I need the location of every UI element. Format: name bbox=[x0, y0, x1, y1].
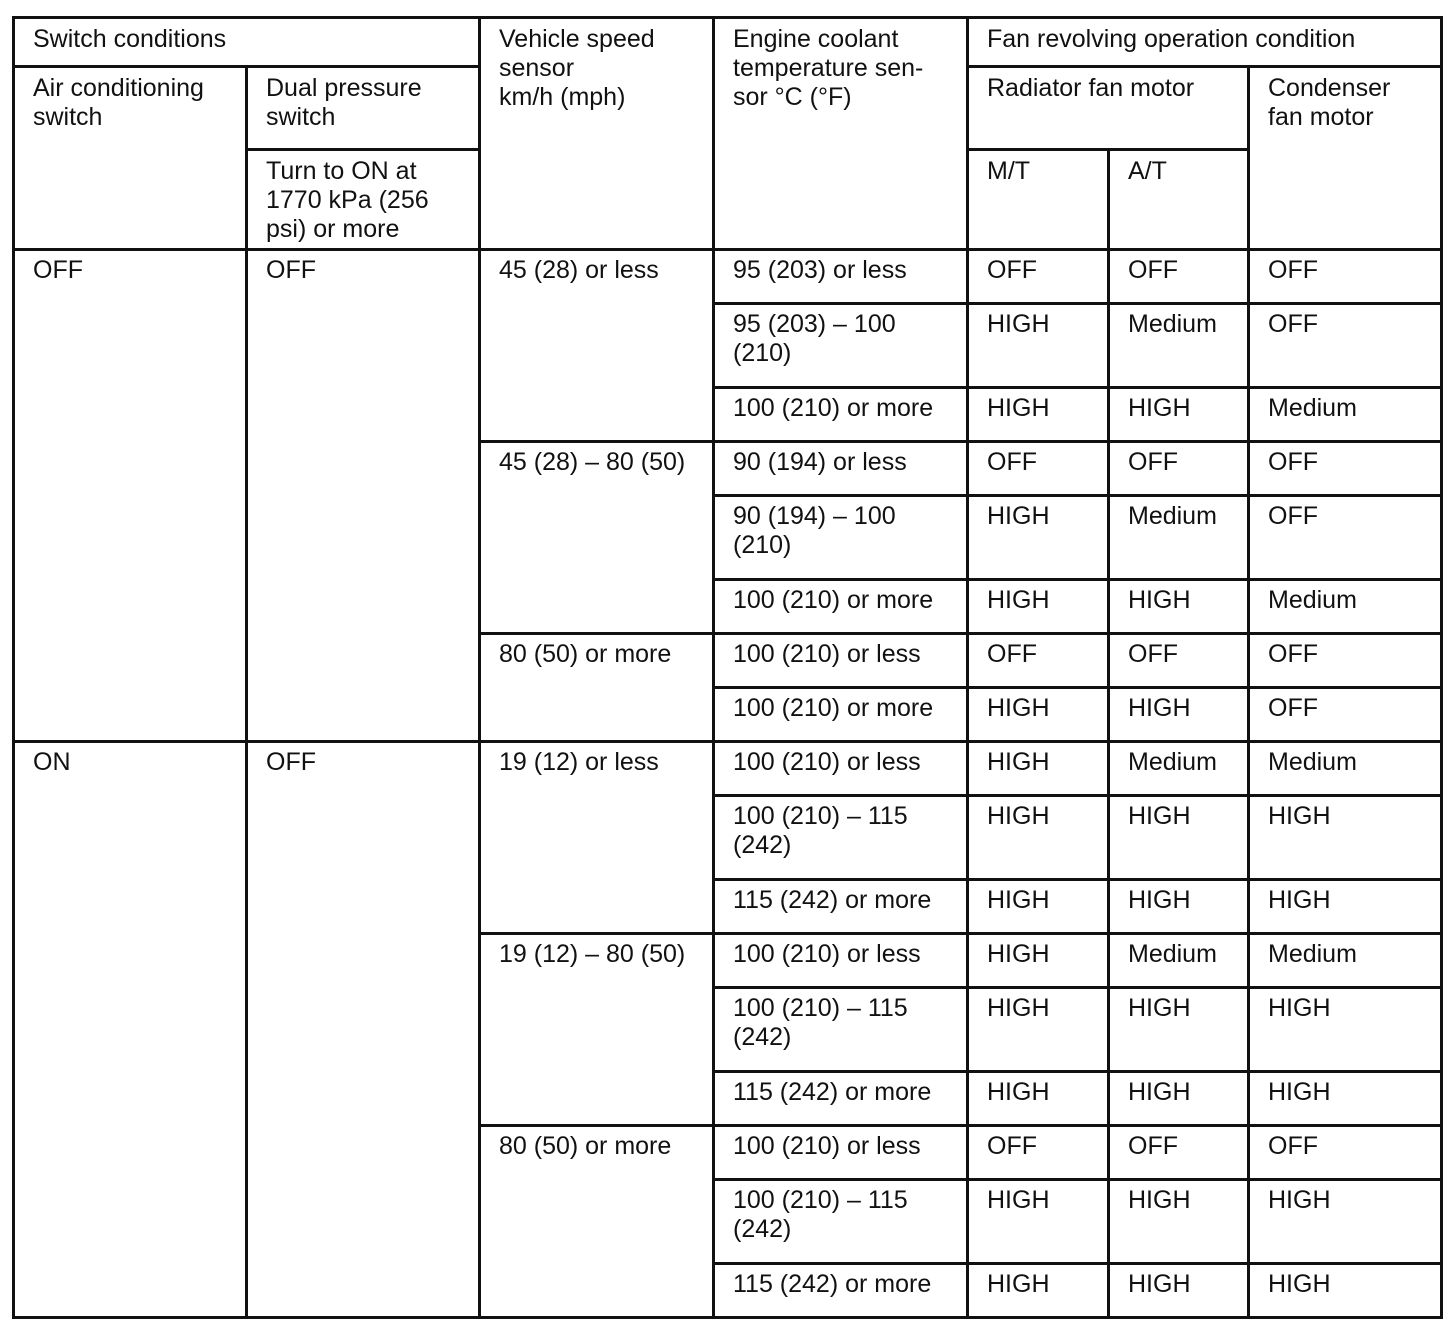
radiator-at-cell: HIGH bbox=[1109, 388, 1249, 442]
radiator-at-cell: Medium bbox=[1109, 496, 1249, 580]
fan-operation-table bbox=[12, 16, 1443, 1319]
coolant-temp-cell: 100 (210) or more bbox=[714, 688, 968, 742]
ac-switch-cell: ON bbox=[14, 742, 247, 1318]
vehicle-speed-cell: 80 (50) or more bbox=[480, 1126, 714, 1318]
radiator-at-cell: HIGH bbox=[1109, 880, 1249, 934]
coolant-temp-cell: 100 (210) or less bbox=[714, 634, 968, 688]
condenser-fan-motor-header: Condenser fan motor bbox=[1249, 67, 1442, 250]
radiator-mt-cell: HIGH bbox=[968, 1072, 1109, 1126]
condenser-cell: Medium bbox=[1249, 580, 1442, 634]
vehicle-speed-sensor-header: Vehicle speed sensor km/h (mph) bbox=[480, 18, 714, 250]
at-header: A/T bbox=[1109, 150, 1249, 250]
vehicle-speed-cell: 19 (12) – 80 (50) bbox=[480, 934, 714, 1126]
dual-pressure-cell: OFF bbox=[247, 250, 480, 742]
radiator-mt-cell: HIGH bbox=[968, 880, 1109, 934]
radiator-mt-cell: HIGH bbox=[968, 1180, 1109, 1264]
vehicle-speed-cell: 80 (50) or more bbox=[480, 634, 714, 742]
coolant-temp-cell: 100 (210) – 115 (242) bbox=[714, 796, 968, 880]
air-conditioning-switch-header: Air conditioning switch bbox=[14, 67, 247, 250]
radiator-at-cell: Medium bbox=[1109, 742, 1249, 796]
condenser-cell: OFF bbox=[1249, 304, 1442, 388]
coolant-temp-cell: 100 (210) – 115 (242) bbox=[714, 1180, 968, 1264]
table-body bbox=[14, 250, 1442, 1318]
radiator-at-cell: Medium bbox=[1109, 304, 1249, 388]
radiator-at-cell: HIGH bbox=[1109, 1264, 1249, 1318]
coolant-temp-cell: 100 (210) – 115 (242) bbox=[714, 988, 968, 1072]
condenser-cell: OFF bbox=[1249, 688, 1442, 742]
coolant-temp-cell: 100 (210) or more bbox=[714, 388, 968, 442]
radiator-mt-cell: HIGH bbox=[968, 496, 1109, 580]
dual-pressure-switch-header: Dual pressure switch bbox=[247, 67, 480, 150]
condenser-cell: Medium bbox=[1249, 934, 1442, 988]
coolant-temp-cell: 100 (210) or more bbox=[714, 580, 968, 634]
table-row bbox=[14, 250, 1442, 304]
radiator-mt-cell: HIGH bbox=[968, 580, 1109, 634]
coolant-temp-cell: 115 (242) or more bbox=[714, 1264, 968, 1318]
coolant-temp-cell: 90 (194) – 100 (210) bbox=[714, 496, 968, 580]
coolant-temp-cell: 100 (210) or less bbox=[714, 1126, 968, 1180]
radiator-mt-cell: OFF bbox=[968, 442, 1109, 496]
radiator-fan-motor-header: Radiator fan motor bbox=[968, 67, 1249, 150]
vehicle-speed-cell: 45 (28) – 80 (50) bbox=[480, 442, 714, 634]
condenser-cell: HIGH bbox=[1249, 988, 1442, 1072]
table-row bbox=[14, 742, 1442, 796]
vehicle-speed-cell: 19 (12) or less bbox=[480, 742, 714, 934]
coolant-temp-cell: 95 (203) – 100 (210) bbox=[714, 304, 968, 388]
radiator-mt-cell: OFF bbox=[968, 250, 1109, 304]
mt-header: M/T bbox=[968, 150, 1109, 250]
radiator-mt-cell: HIGH bbox=[968, 988, 1109, 1072]
radiator-at-cell: HIGH bbox=[1109, 1072, 1249, 1126]
radiator-mt-cell: HIGH bbox=[968, 1264, 1109, 1318]
condenser-cell: OFF bbox=[1249, 496, 1442, 580]
condenser-cell: Medium bbox=[1249, 742, 1442, 796]
radiator-mt-cell: OFF bbox=[968, 1126, 1109, 1180]
ac-switch-cell: OFF bbox=[14, 250, 247, 742]
coolant-temp-cell: 95 (203) or less bbox=[714, 250, 968, 304]
coolant-temp-cell: 90 (194) or less bbox=[714, 442, 968, 496]
radiator-at-cell: HIGH bbox=[1109, 580, 1249, 634]
radiator-mt-cell: OFF bbox=[968, 634, 1109, 688]
vehicle-speed-cell: 45 (28) or less bbox=[480, 250, 714, 442]
condenser-cell: OFF bbox=[1249, 634, 1442, 688]
radiator-at-cell: OFF bbox=[1109, 250, 1249, 304]
condenser-cell: HIGH bbox=[1249, 1264, 1442, 1318]
radiator-at-cell: OFF bbox=[1109, 1126, 1249, 1180]
radiator-mt-cell: HIGH bbox=[968, 934, 1109, 988]
coolant-temp-cell: 115 (242) or more bbox=[714, 1072, 968, 1126]
condenser-cell: Medium bbox=[1249, 388, 1442, 442]
coolant-temp-cell: 100 (210) or less bbox=[714, 934, 968, 988]
radiator-mt-cell: HIGH bbox=[968, 304, 1109, 388]
condenser-cell: OFF bbox=[1249, 1126, 1442, 1180]
radiator-at-cell: Medium bbox=[1109, 934, 1249, 988]
dual-pressure-cell: OFF bbox=[247, 742, 480, 1318]
radiator-at-cell: HIGH bbox=[1109, 688, 1249, 742]
condenser-cell: HIGH bbox=[1249, 1072, 1442, 1126]
coolant-temp-cell: 115 (242) or more bbox=[714, 880, 968, 934]
switch-conditions-header: Switch conditions bbox=[14, 18, 480, 67]
condenser-cell: HIGH bbox=[1249, 880, 1442, 934]
coolant-temp-cell: 100 (210) or less bbox=[714, 742, 968, 796]
fan-condition-header: Fan revolving operation condition bbox=[968, 18, 1442, 67]
dual-pressure-note: Turn to ON at 1770 kPa (256 psi) or more bbox=[247, 150, 480, 250]
radiator-mt-cell: HIGH bbox=[968, 742, 1109, 796]
engine-coolant-sensor-header: Engine coolant temperature sen-sor °C (°F) bbox=[714, 18, 968, 250]
radiator-mt-cell: HIGH bbox=[968, 388, 1109, 442]
condenser-cell: HIGH bbox=[1249, 1180, 1442, 1264]
radiator-at-cell: HIGH bbox=[1109, 988, 1249, 1072]
radiator-mt-cell: HIGH bbox=[968, 796, 1109, 880]
condenser-cell: HIGH bbox=[1249, 796, 1442, 880]
condenser-cell: OFF bbox=[1249, 442, 1442, 496]
radiator-at-cell: OFF bbox=[1109, 442, 1249, 496]
condenser-cell: OFF bbox=[1249, 250, 1442, 304]
radiator-at-cell: OFF bbox=[1109, 634, 1249, 688]
radiator-at-cell: HIGH bbox=[1109, 796, 1249, 880]
radiator-mt-cell: HIGH bbox=[968, 688, 1109, 742]
radiator-at-cell: HIGH bbox=[1109, 1180, 1249, 1264]
